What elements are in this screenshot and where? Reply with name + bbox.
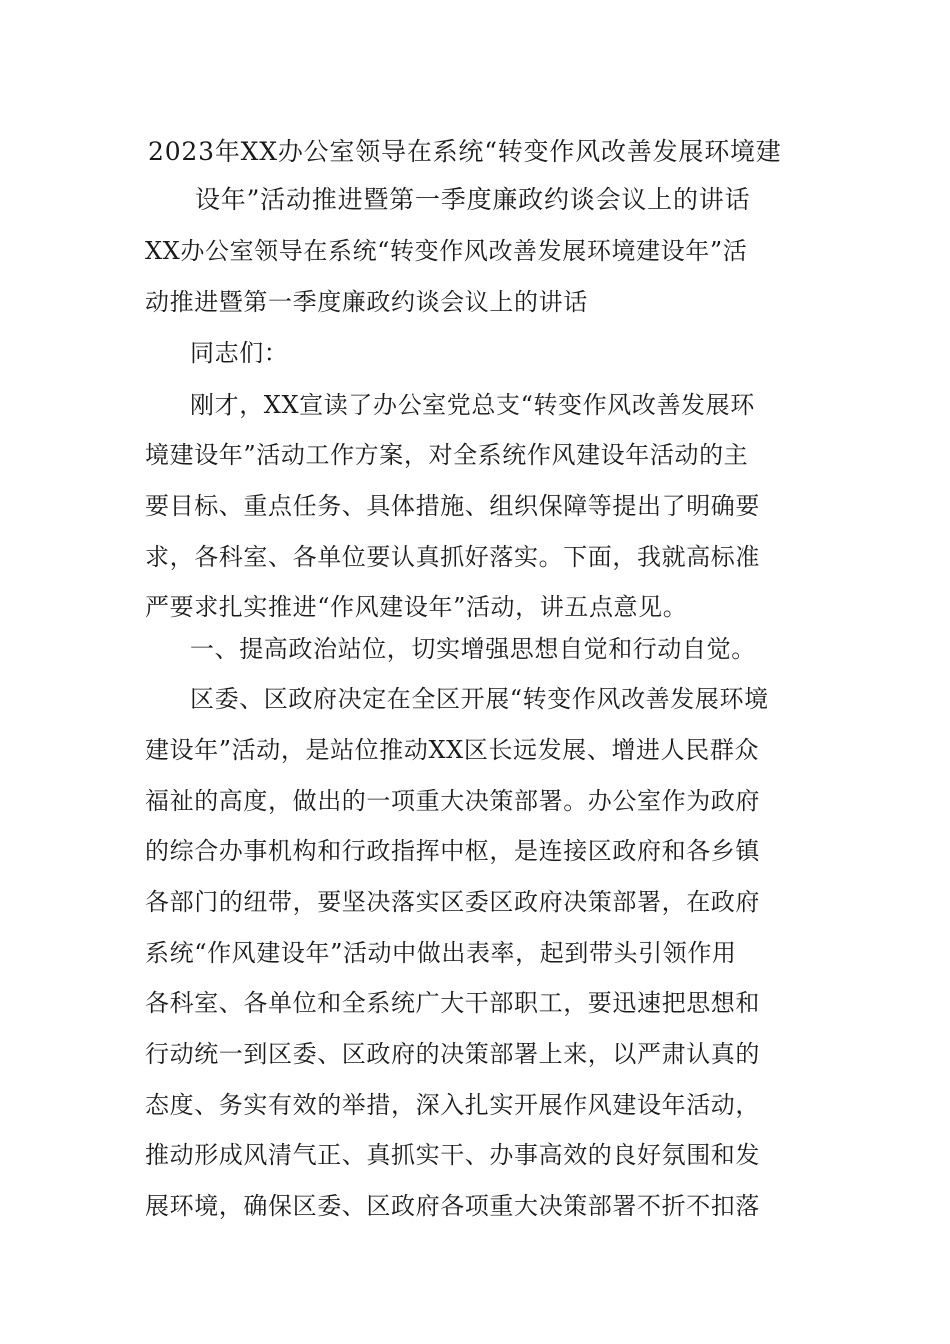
body-line: 各科室、各单位和全系统广大干部职工，要迅速把思想和 (145, 989, 760, 1017)
body-line: 态度、务实有效的举措，深入扎实开展作风建设年活动， (145, 1091, 760, 1119)
body-line: 境建设年”活动工作方案，对全系统作风建设年活动的主 (145, 441, 749, 469)
body-line: 严要求扎实推进“作风建设年”活动，讲五点意见。 (145, 593, 688, 621)
body-line: 展环境，确保区委、区政府各项重大决策部署不折不扣落 (145, 1192, 760, 1220)
section-heading: 一、提高政治站位，切实增强思想自觉和行动自觉。 (190, 635, 756, 663)
body-line: 福祉的高度，做出的一项重大决策部署。办公室作为政府 (145, 787, 760, 815)
document-title-line-1: 2023年XX办公室领导在系统“转变作风改善发展环境建 (148, 137, 782, 166)
document-title-line-2: 设年”活动推进暨第一季度廉政约谈会议上的讲话 (195, 185, 751, 214)
body-line: 系统“作风建设年”活动中做出表率，起到带头引领作用 (145, 939, 737, 967)
body-line: 刚才，XX宣读了办公室党总支“转变作风改善发展环 (190, 391, 755, 419)
body-line: 推动形成风清气正、真抓实干、办事高效的良好氛围和发 (145, 1141, 760, 1169)
body-line: 建设年”活动，是站位推动XX区长远发展、增进人民群众 (145, 736, 760, 764)
document-subtitle-line-1: XX办公室领导在系统“转变作风改善发展环境建设年”活 (145, 237, 748, 265)
body-line: 要目标、重点任务、具体措施、组织保障等提出了明确要 (145, 492, 760, 520)
body-line: 区委、区政府决定在全区开展“转变作风改善发展环境 (190, 685, 769, 713)
document-subtitle-line-2: 动推进暨第一季度廉政约谈会议上的讲话 (145, 288, 588, 316)
body-line: 求，各科室、各单位要认真抓好落实。下面，我就高标准 (145, 543, 760, 571)
salutation: 同志们： (190, 339, 289, 367)
body-line: 各部门的纽带，要坚决落实区委区政府决策部署，在政府 (145, 888, 760, 916)
body-line: 的综合办事机构和行政指挥中枢，是连接区政府和各乡镇 (145, 837, 760, 865)
body-line: 行动统一到区委、区政府的决策部署上来，以严肃认真的 (145, 1040, 760, 1068)
